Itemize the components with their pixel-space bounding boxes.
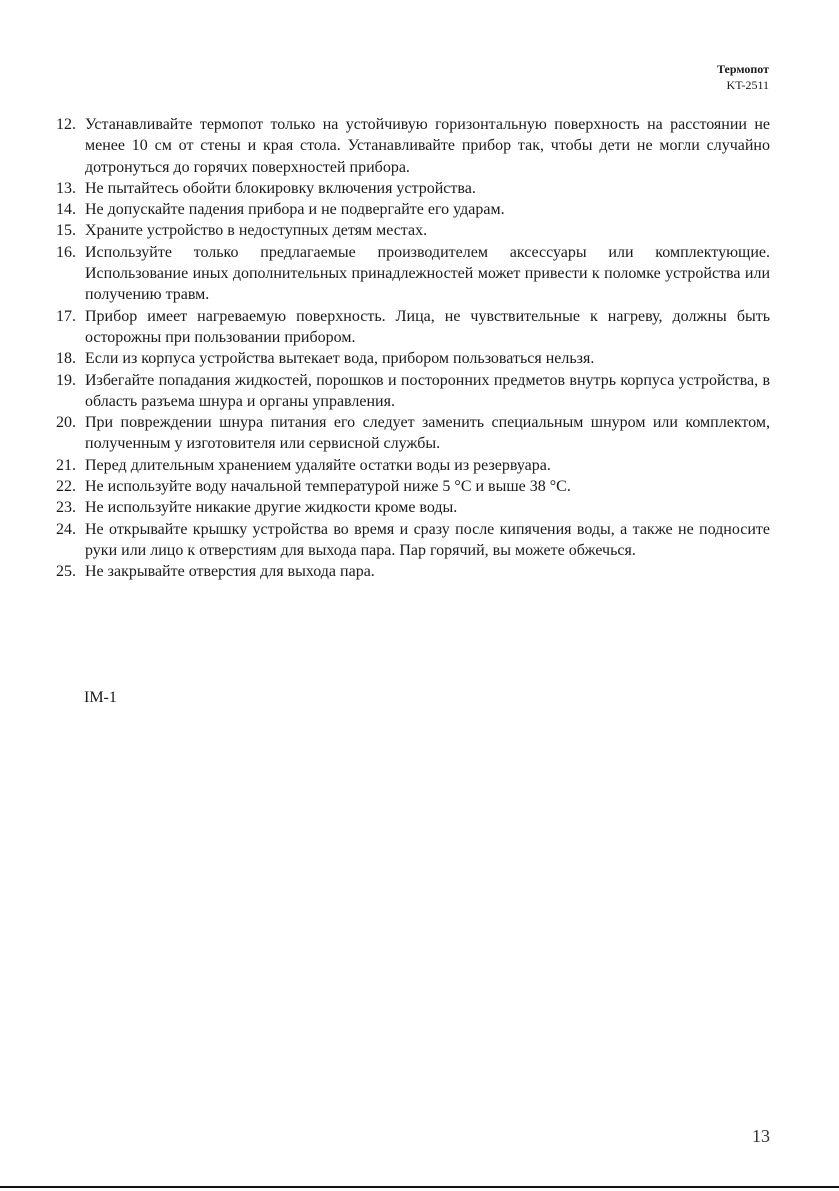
list-item bbox=[56, 114, 770, 178]
item-number: 20. bbox=[56, 414, 76, 432]
list-item bbox=[56, 561, 770, 582]
item-text: Не допускайте падения прибора и не подвергайте его ударам. bbox=[85, 201, 505, 219]
item-text: Не закрывайте отверстия для выхода пара. bbox=[85, 563, 375, 581]
item-number: 24. bbox=[56, 520, 76, 538]
item-text: Не пытайтесь обойти блокировку включения устройства. bbox=[85, 179, 476, 197]
list-item bbox=[56, 178, 770, 199]
item-number: 22. bbox=[56, 478, 76, 496]
item-number: 23. bbox=[56, 499, 76, 517]
list-item bbox=[56, 348, 770, 369]
item-text: Перед длительным хранением удаляйте остатки воды из резервуара. bbox=[85, 456, 551, 474]
list-item bbox=[56, 519, 770, 562]
item-number: 19. bbox=[56, 371, 76, 389]
page-header bbox=[717, 61, 769, 93]
item-number: 12. bbox=[56, 116, 76, 133]
item-number: 21. bbox=[56, 456, 76, 474]
safety-instructions-list bbox=[56, 114, 770, 583]
item-text: При повреждении шнура питания его следует заменить специальным шнуром или комплектом, полученным у изготовителя или сервисной службы. bbox=[85, 414, 770, 453]
item-text: Прибор имеет нагреваемую поверхность. Лица, не чувствительные к нагреву, должны быть осторожны при пользовании прибором. bbox=[85, 307, 770, 346]
item-number: 15. bbox=[56, 222, 76, 240]
list-item bbox=[56, 306, 770, 349]
item-number: 25. bbox=[56, 563, 76, 581]
item-text: Не открывайте крышку устройства во время и сразу после кипячения воды, а также не подносите руки или лицо к отверстиям для выхода пара. Пар горячий, вы можете обжечься. bbox=[85, 520, 770, 559]
item-text: Не используйте никакие другие жидкости кроме воды. bbox=[85, 499, 458, 517]
item-number: 14. bbox=[56, 201, 76, 219]
item-text: Не используйте воду начальной температурой ниже 5 °C и выше 38 °C. bbox=[85, 478, 571, 496]
item-number: 16. bbox=[56, 243, 76, 261]
page-bottom-divider bbox=[0, 1186, 839, 1188]
item-text: Если из корпуса устройства вытекает вода, прибором пользоваться нельзя. bbox=[85, 350, 595, 368]
page-number: 13 bbox=[752, 1126, 770, 1146]
header-model-number: KT-2511 bbox=[726, 78, 769, 92]
list-item bbox=[56, 220, 770, 241]
list-item bbox=[56, 476, 770, 497]
list-item bbox=[56, 455, 770, 476]
header-product-title: Термопот bbox=[716, 62, 769, 76]
item-text: Храните устройство в недоступных детям местах. bbox=[85, 222, 428, 240]
list-item bbox=[56, 199, 770, 220]
list-item bbox=[56, 242, 770, 306]
document-code: IM-1 bbox=[84, 689, 117, 706]
item-number: 18. bbox=[56, 350, 76, 368]
item-number: 13. bbox=[56, 179, 76, 197]
item-text: Используйте только предлагаемые производителем аксессуары или комплектующие. Использование иных дополнительных принадлежностей может привести к поломке устройства или получению травм. bbox=[85, 243, 770, 304]
item-text: Устанавливайте термопот только на устойчивую горизонтальную поверхность на расстоянии не менее 10 см от стены и края стола. Устанавливайте прибор так, чтобы дети не могли случайно дотронуться до горячих поверхностей прибора. bbox=[85, 116, 770, 176]
list-item bbox=[56, 412, 770, 455]
item-text: Избегайте попадания жидкостей, порошков и посторонних предметов внутрь корпуса устройства, в область разъема шнура и органы управления. bbox=[85, 371, 770, 410]
item-number: 17. bbox=[56, 307, 76, 325]
list-item bbox=[56, 497, 770, 518]
list-item bbox=[56, 370, 770, 413]
